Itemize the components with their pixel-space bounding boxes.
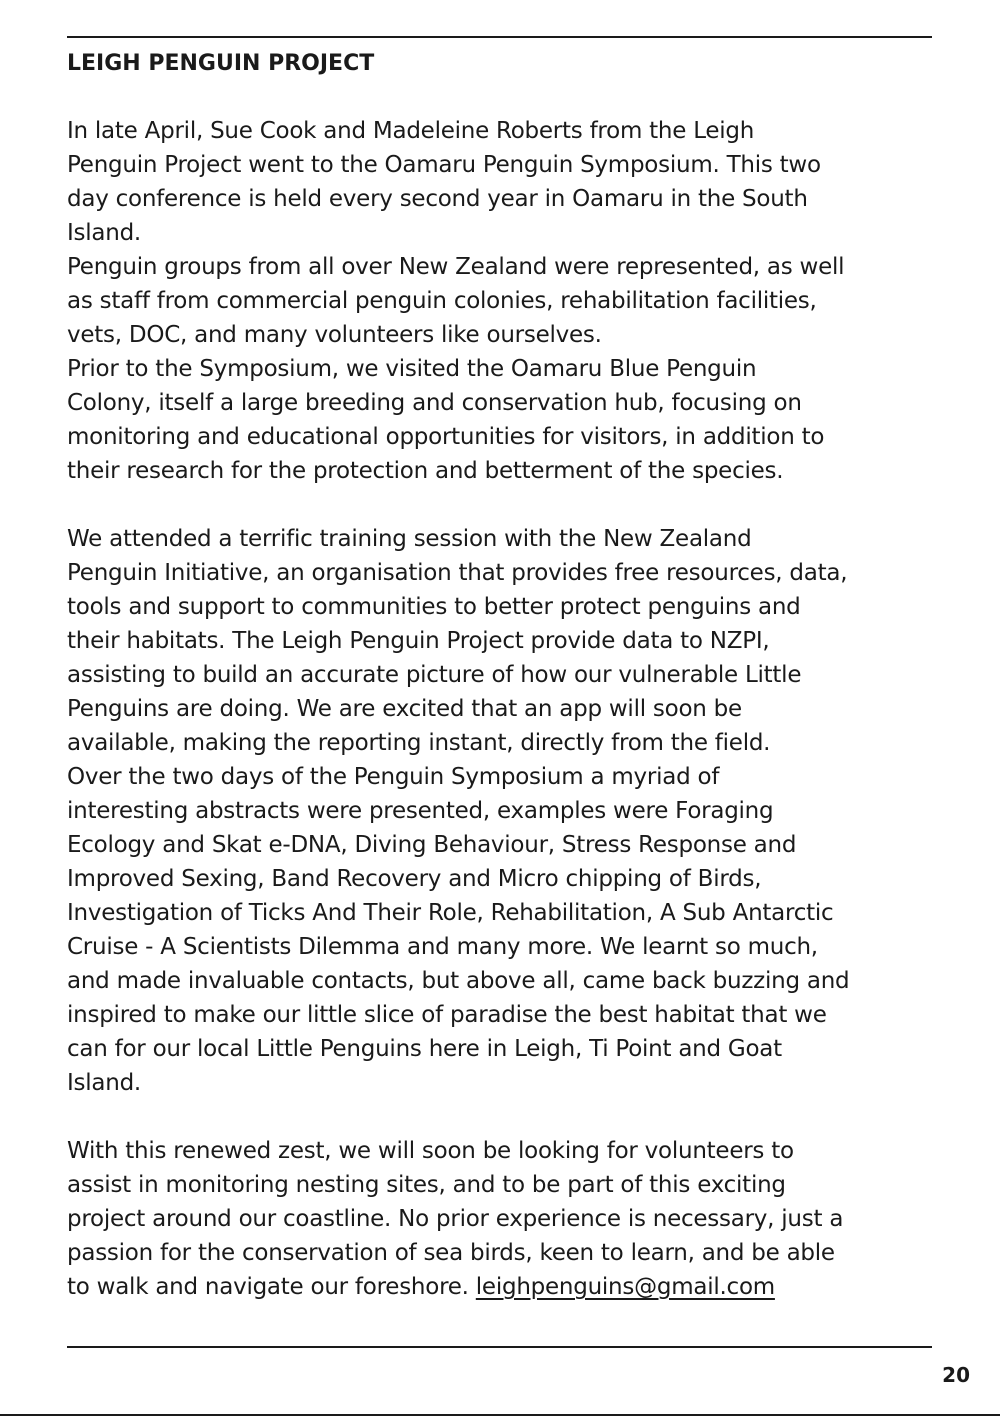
paragraph-line: We attended a terrific training session with the New Zealand (67, 526, 752, 552)
paragraph-line: project around our coastline. No prior experience is necessary, just a (67, 1206, 844, 1232)
paragraph-line: day conference is held every second year in Oamaru in the South (67, 186, 808, 212)
paragraph-spacer (67, 488, 935, 522)
paragraph-line: Penguin Project went to the Oamaru Penguin Symposium. This two (67, 152, 821, 178)
paragraph-line: vets, DOC, and many volunteers like ourselves. (67, 322, 602, 348)
paragraph-3 (67, 1134, 935, 1304)
paragraph-line: Improved Sexing, Band Recovery and Micro chipping of Birds, (67, 866, 762, 892)
paragraph-1 (67, 114, 935, 488)
paragraph-line: available, making the reporting instant, directly from the field. (67, 730, 771, 756)
paragraph-2 (67, 522, 935, 1100)
paragraph-spacer (67, 1100, 935, 1134)
article-body (67, 114, 935, 1304)
paragraph-line: inspired to make our little slice of paradise the best habitat that we (67, 1002, 827, 1028)
paragraph-line: assist in monitoring nesting sites, and to be part of this exciting (67, 1172, 786, 1198)
paragraph-line: monitoring and educational opportunities for visitors, in addition to (67, 424, 825, 450)
closing-text: to walk and navigate our foreshore. (67, 1274, 476, 1300)
paragraph-line: In late April, Sue Cook and Madeleine Roberts from the Leigh (67, 118, 755, 144)
paragraph-line: Over the two days of the Penguin Symposium a myriad of (67, 764, 720, 790)
paragraph-line: their research for the protection and betterment of the species. (67, 458, 784, 484)
paragraph-line: Cruise - A Scientists Dilemma and many more. We learnt so much, (67, 934, 818, 960)
paragraph-line: Island. (67, 220, 141, 246)
paragraph-line: and made invaluable contacts, but above all, came back buzzing and (67, 968, 850, 994)
paragraph-line: as staff from commercial penguin colonies, rehabilitation facilities, (67, 288, 817, 314)
paragraph-line: Prior to the Symposium, we visited the Oamaru Blue Penguin (67, 356, 757, 382)
paragraph-line: Colony, itself a large breeding and conservation hub, focusing on (67, 390, 802, 416)
paragraph-line: can for our local Little Penguins here in Leigh, Ti Point and Goat (67, 1036, 782, 1062)
paragraph-line: Penguins are doing. We are excited that an app will soon be (67, 696, 742, 722)
paragraph-line: Penguin groups from all over New Zealand were represented, as well (67, 254, 845, 280)
bottom-divider (67, 1346, 932, 1348)
paragraph-line: interesting abstracts were presented, examples were Foraging (67, 798, 774, 824)
paragraph-line: passion for the conservation of sea birds, keen to learn, and be able (67, 1240, 835, 1266)
top-divider (67, 36, 932, 38)
paragraph-line: Investigation of Ticks And Their Role, Rehabilitation, A Sub Antarctic (67, 900, 834, 926)
paragraph-line-with-email (67, 1270, 935, 1304)
paragraph-line: Ecology and Skat e-DNA, Diving Behaviour, Stress Response and (67, 832, 797, 858)
article-title: LEIGH PENGUIN PROJECT (67, 51, 375, 76)
page-number: 20 (942, 1363, 970, 1387)
page-edge-line (0, 1414, 1000, 1416)
paragraph-line: assisting to build an accurate picture of how our vulnerable Little (67, 662, 802, 688)
paragraph-line: Penguin Initiative, an organisation that provides free resources, data, (67, 560, 848, 586)
paragraph-line: their habitats. The Leigh Penguin Project provide data to NZPI, (67, 628, 770, 654)
paragraph-line: Island. (67, 1070, 141, 1096)
paragraph-line: tools and support to communities to better protect penguins and (67, 594, 801, 620)
email-link[interactable]: leighpenguins@gmail.com (475, 1274, 775, 1300)
paragraph-line: With this renewed zest, we will soon be looking for volunteers to (67, 1138, 794, 1164)
